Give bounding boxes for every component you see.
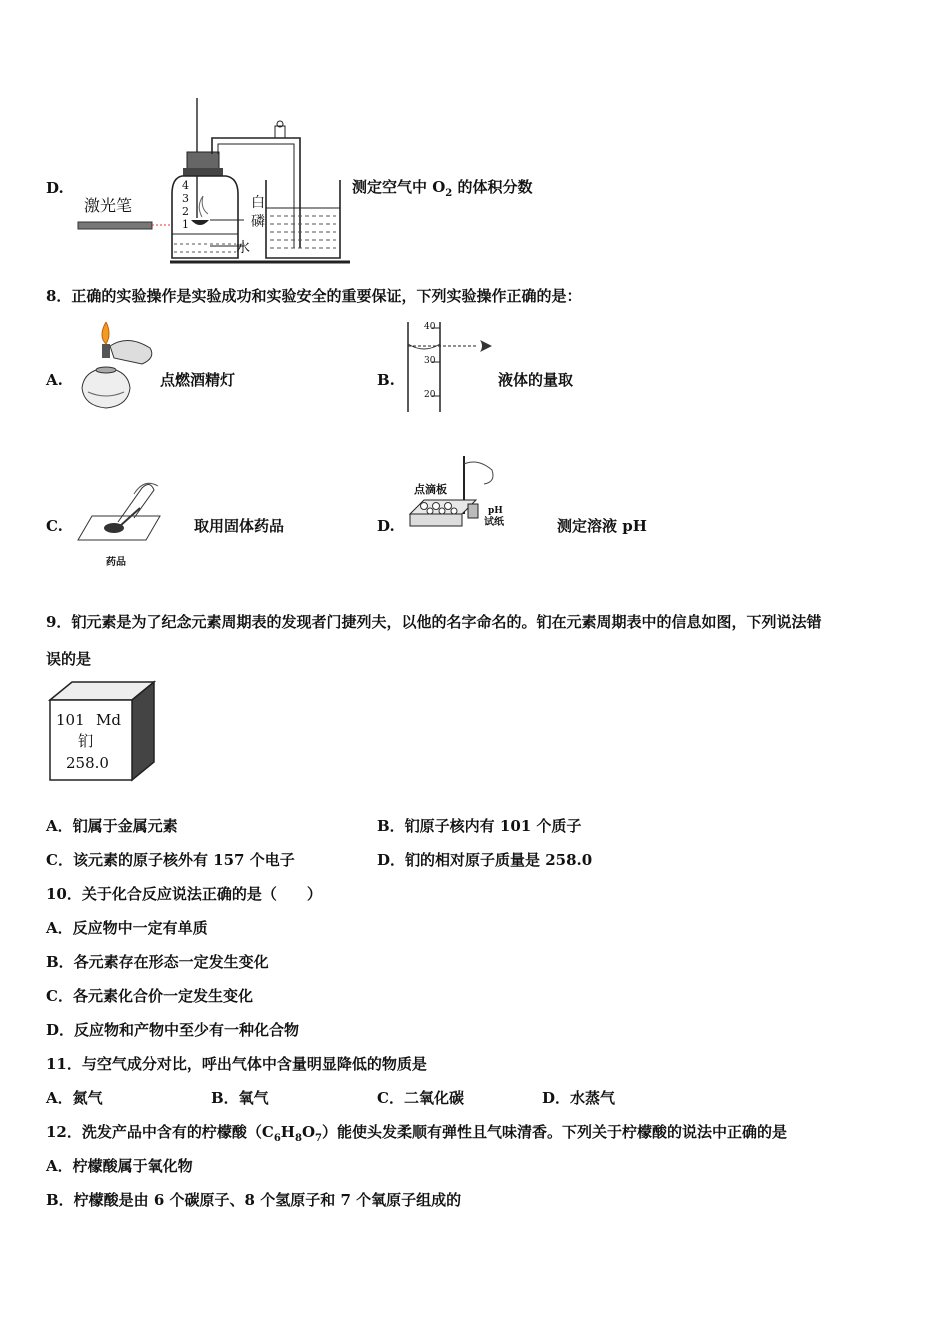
q9-option-d: D．钔的相对原子质量是 258.0 bbox=[377, 851, 593, 869]
oxygen-volume-apparatus-figure bbox=[72, 98, 352, 266]
test-paper-label: 试纸 bbox=[484, 517, 504, 528]
laser-pen-label: 激光笔 bbox=[84, 196, 133, 215]
q8-option-b-text: 液体的量取 bbox=[498, 371, 574, 389]
q8-option-d-label: D. bbox=[377, 517, 395, 535]
q10-stem: 10．关于化合反应说法正确的是（ ） bbox=[46, 885, 322, 903]
white-label: 白 bbox=[251, 195, 265, 211]
q9-stem-line1: 9．钔元素是为了纪念元素周期表的发现者门捷列夫，以他的名字命名的。钔在元素周期表中的信息如图，下列说法错 bbox=[46, 613, 822, 631]
q9-option-a: A．钔属于金属元素 bbox=[46, 817, 178, 835]
q12-option-b: B．柠檬酸是由 6 个碳原子、8 个氢原子和 7 个氧原子组成的 bbox=[46, 1191, 462, 1209]
q8-option-b-label: B. bbox=[377, 371, 395, 389]
q9-option-c: C．该元素的原子核外有 157 个电子 bbox=[46, 851, 295, 869]
cylinder-tick-20: 20 bbox=[424, 390, 436, 400]
element-atomic-number: 101 bbox=[56, 711, 85, 729]
element-name: 钔 bbox=[78, 732, 94, 750]
q7-option-d-label: D. bbox=[46, 179, 64, 197]
scale-tick-3: 3 bbox=[182, 192, 189, 205]
scale-tick-4: 4 bbox=[182, 179, 189, 192]
q8-stem: 8．正确的实验操作是实验成功和实验安全的重要保证，下列实验操作正确的是： bbox=[46, 287, 582, 305]
q10-option-d: D．反应物和产物中至少有一种化合物 bbox=[46, 1021, 300, 1039]
q11-option-d: D．水蒸气 bbox=[542, 1089, 616, 1107]
q12-stem: 12．洗发产品中含有的柠檬酸$(C_6H_8O_7)$能使头发柔顺有弹性且气味清香。下列关于柠檬酸的说法中正确的是 bbox=[46, 1123, 788, 1144]
q9-stem-line2: 误的是 bbox=[46, 650, 92, 668]
q11-stem: 11．与空气成分对比，呼出气体中含量明显降低的物质是 bbox=[46, 1055, 427, 1073]
element-symbol: Md bbox=[96, 711, 121, 729]
q9-option-b: B．钔原子核内有 101 个质子 bbox=[377, 817, 582, 835]
solid-reagent-figure bbox=[74, 474, 166, 558]
ph-label: pH bbox=[488, 506, 503, 516]
alcohol-lamp-figure bbox=[72, 318, 162, 414]
q8-option-c-text: 取用固体药品 bbox=[194, 517, 285, 535]
q7-option-d-text: 测定空气中 $O_2$ 的体积分数 bbox=[352, 178, 533, 199]
q8-option-d-text: 测定溶液 pH bbox=[557, 517, 647, 535]
q10-option-b: B．各元素存在形态一定发生变化 bbox=[46, 953, 269, 971]
phosphorus-label: 磷 bbox=[251, 214, 265, 230]
q8-option-a-text: 点燃酒精灯 bbox=[160, 371, 236, 389]
scale-tick-2: 2 bbox=[182, 205, 189, 218]
q11-option-b: B．氧气 bbox=[211, 1089, 269, 1107]
q10-option-a: A．反应物中一定有单质 bbox=[46, 919, 208, 937]
q8-option-c-label: C. bbox=[46, 517, 63, 535]
water-label: 水 bbox=[236, 240, 250, 256]
cylinder-tick-30: 30 bbox=[424, 356, 436, 366]
graduated-cylinder-figure bbox=[400, 318, 500, 414]
q11-option-c: C．二氧化碳 bbox=[377, 1089, 464, 1107]
q8-option-a-label: A. bbox=[46, 371, 63, 389]
q10-option-c: C．各元素化合价一定发生变化 bbox=[46, 987, 253, 1005]
q12-option-a: A．柠檬酸属于氧化物 bbox=[46, 1157, 193, 1175]
cylinder-tick-40: 40 bbox=[424, 322, 436, 332]
scale-tick-1: 1 bbox=[182, 218, 189, 231]
element-mass: 258.0 bbox=[66, 754, 109, 772]
reagent-label: 药品 bbox=[106, 557, 126, 568]
spot-plate-label: 点滴板 bbox=[414, 483, 447, 496]
q11-option-a: A．氮气 bbox=[46, 1089, 103, 1107]
